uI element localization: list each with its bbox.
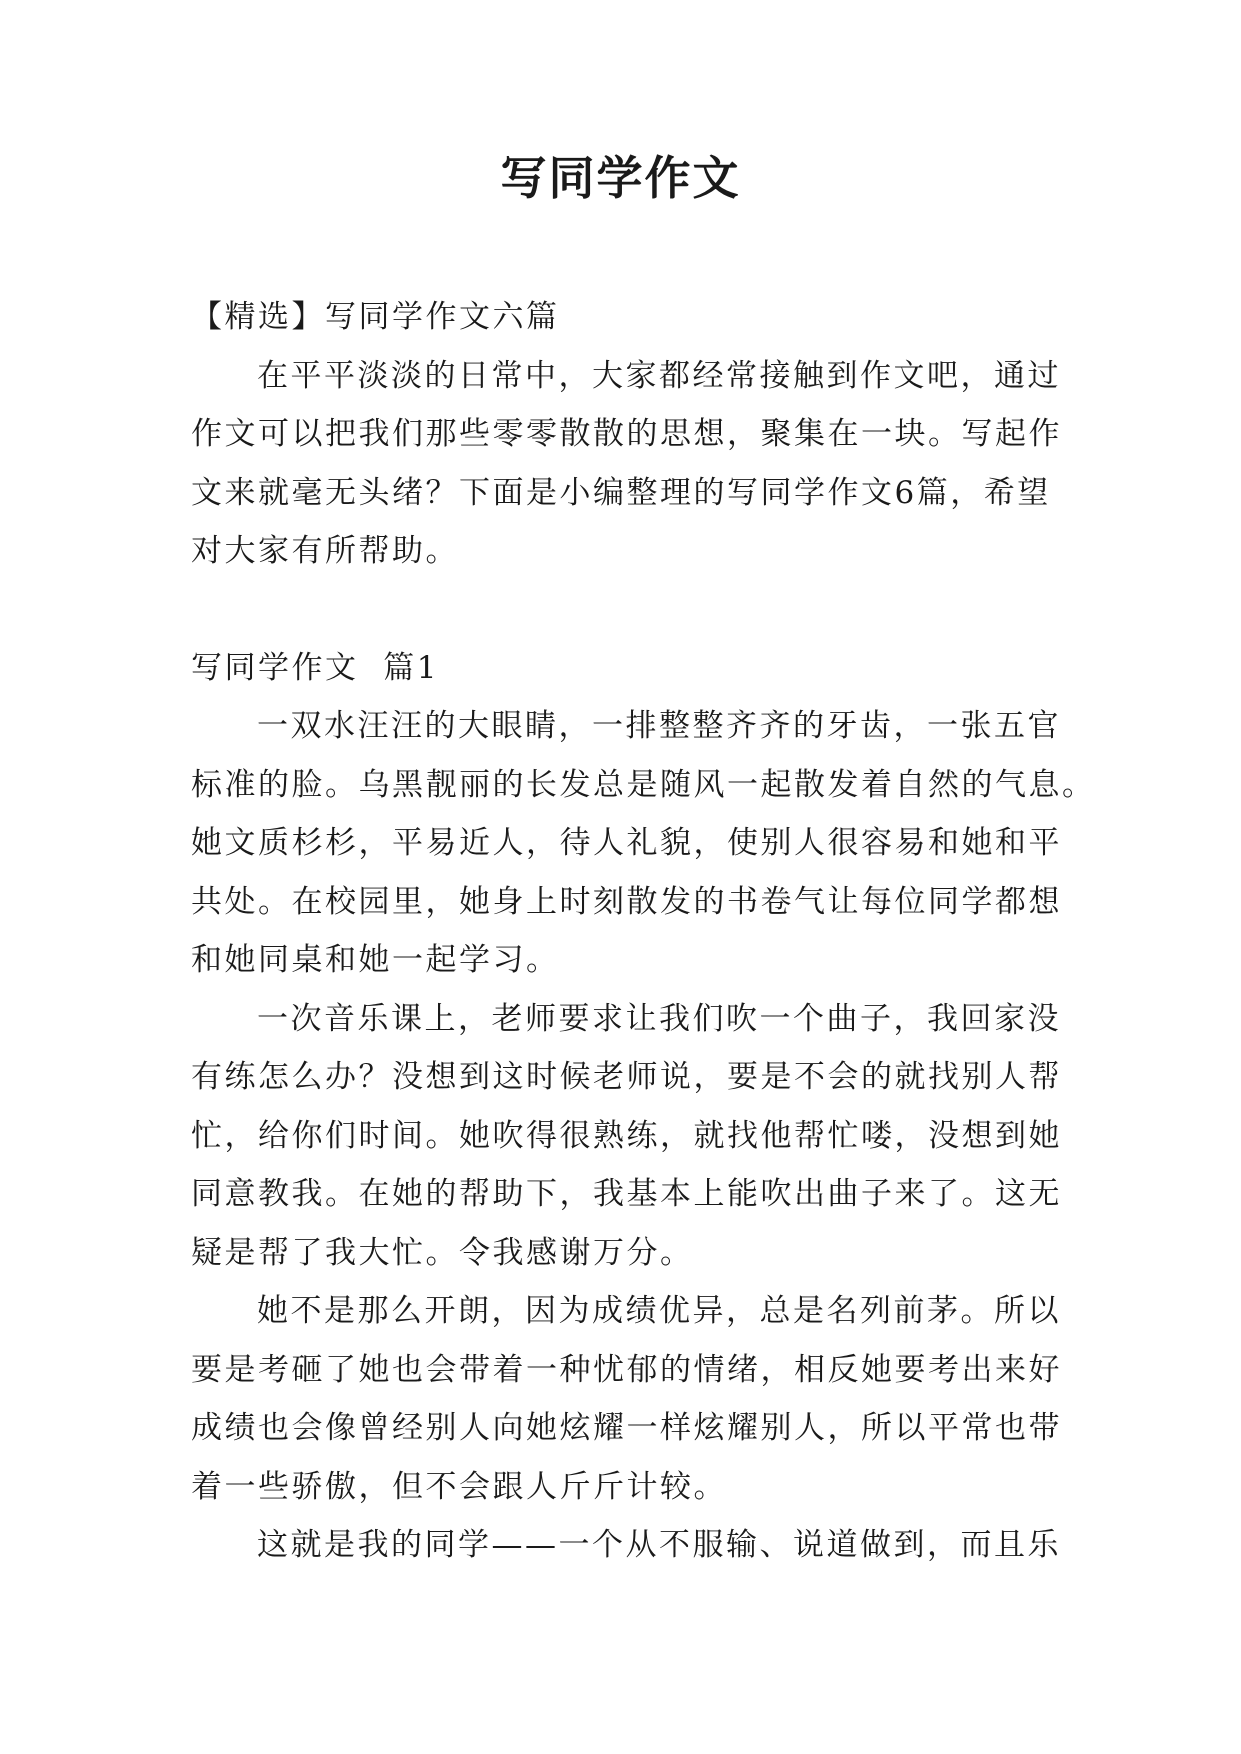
body-paragraph [191,1516,1061,1575]
intro-line: 文来就毫无头绪？下面是小编整理的写同学作文6篇，希望 [191,474,1051,511]
intro-line: 对大家有所帮助。 [191,533,459,569]
spacer [191,581,1061,639]
paragraph-line: 标准的脸。乌黑靓丽的长发总是随风一起散发着自然的气息。 [191,766,1096,803]
paragraph-line: 一双水汪汪的大眼睛，一排整整齐齐的牙齿，一张五官 [257,708,1061,744]
paragraph-line: 要是考砸了她也会带着一种忧郁的情绪，相反她要考出来好 [191,1351,1062,1388]
intro-line: 作文可以把我们那些零零散散的思想，聚集在一块。写起作 [191,416,1062,452]
intro-line: 在平平淡淡的日常中，大家都经常接触到作文吧，通过 [257,357,1061,394]
paragraph-line: 疑是帮了我大忙。令我感谢万分。 [191,1234,694,1271]
document-title: 写同学作文 [500,151,741,205]
paragraph-line: 和她同桌和她一起学习。 [191,942,560,978]
paragraph-line: 共处。在校园里，她身上时刻散发的书卷气让每位同学都想 [191,883,1062,920]
paragraph-line: 她文质杉杉，平易近人，待人礼貌，使别人很容易和她和平 [191,825,1062,861]
paragraph-line: 一次音乐课上，老师要求让我们吹一个曲子，我回家没 [257,1000,1061,1037]
intro-paragraph [191,347,1061,581]
paragraph-line: 她不是那么开朗，因为成绩优异，总是名列前茅。所以 [257,1293,1061,1329]
paragraph-line: 成绩也会像曾经别人向她炫耀一样炫耀别人，所以平常也带 [191,1410,1062,1446]
paragraph-line: 这就是我的同学——一个从不服输、说道做到，而且乐 [257,1527,1061,1563]
body-paragraph [191,697,1096,990]
paragraph-line: 有练怎么办？没想到这时候老师说，要是不会的就找别人帮 [191,1059,1062,1095]
paragraph-line: 着一些骄傲，但不会跟人斤斤计较。 [191,1468,727,1505]
paragraph-line: 同意教我。在她的帮助下，我基本上能吹出曲子来了。这无 [191,1176,1062,1212]
body-paragraph [191,990,1061,1283]
document-subtitle: 【精选】写同学作文六篇 [191,299,560,335]
section-heading: 写同学作文 篇1 [191,649,439,686]
paragraph-line: 忙，给你们时间。她吹得很熟练，就找他帮忙喽，没想到她 [191,1117,1062,1154]
body-paragraph [191,1282,1061,1516]
document-body [191,288,1096,1575]
